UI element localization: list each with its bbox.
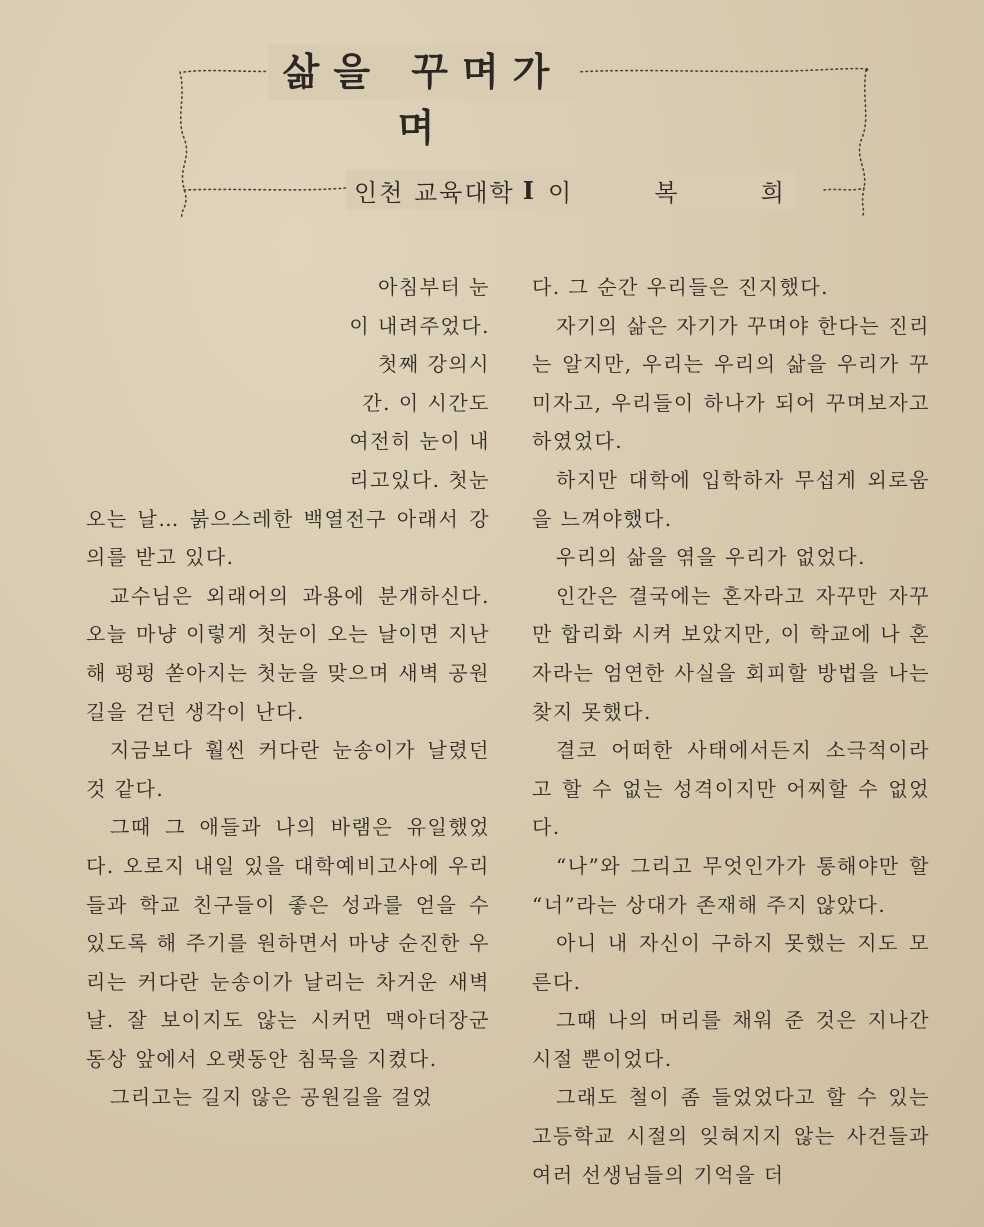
paragraph: “나”와 그리고 무엇인가가 통해야만 할 “너”라는 상대가 존재해 주지 않았다. bbox=[532, 853, 930, 917]
paragraph: 교수님은 외래어의 과용에 분개하신다. 오늘 마냥 이렇게 첫눈이 오는 날이면 지난해 펑펑 쏟아지는 첫눈을 맞으며 새벽 공원 길을 걷던 생각이 난다. bbox=[86, 583, 490, 724]
author-char: 희 bbox=[760, 178, 788, 207]
opening-line: 리고있다. 첫눈 bbox=[349, 467, 490, 492]
byline-separator: I bbox=[522, 175, 534, 205]
opening-line: 여전히 눈이 내 bbox=[349, 429, 490, 454]
paragraph: 그때 나의 머리를 채워 준 것은 지나간 시절 뿐이었다. bbox=[532, 1008, 930, 1071]
right-column bbox=[532, 268, 930, 1194]
paragraph: 자기의 삶은 자기가 꾸며야 한다는 진리는 알지만, 우리는 우리의 삶을 우리가 꾸미자고, 우리들이 하나가 되어 꾸며보자고 하였었다. bbox=[532, 313, 930, 454]
opening-line: 첫째 강의시 bbox=[378, 352, 490, 377]
paragraph: 오는 날… 붉으스레한 백열전구 아래서 강의를 받고 있다. bbox=[86, 506, 490, 570]
opening-line: 이 내려주었다. bbox=[349, 313, 490, 338]
paragraph: 그리고는 길지 않은 공원길을 걸었 bbox=[110, 1085, 433, 1110]
opening-line: 아침부터 눈 bbox=[378, 275, 490, 299]
opening-indented-block bbox=[322, 268, 490, 500]
author-char: 이 bbox=[547, 178, 576, 207]
author-affiliation: 인천 교육대학 bbox=[354, 178, 515, 207]
paragraph: 다. 그 순간 우리들은 진지했다. bbox=[532, 275, 829, 299]
paragraph: 지금보다 훨씬 커다란 눈송이가 날렸던 것 같다. bbox=[86, 738, 490, 801]
left-column bbox=[86, 268, 490, 1117]
paragraph: 결코 어떠한 사태에서든지 소극적이라고 할 수 없는 성격이지만 어찌할 수 없었다. bbox=[532, 738, 930, 840]
byline bbox=[346, 170, 796, 210]
author-char: 복 bbox=[654, 178, 682, 207]
article-title: 삶을 꾸며가며 bbox=[268, 44, 578, 100]
opening-line: 간. 이 시간도 bbox=[362, 390, 490, 415]
paragraph: 하지만 대학에 입학하자 무섭게 외로움을 느껴야했다. bbox=[532, 467, 930, 531]
paragraph: 인간은 결국에는 혼자라고 자꾸만 자꾸만 합리화 시켜 보았지만, 이 학교에 나 혼자라는 엄연한 사실을 회피할 방법을 나는 찾지 못했다. bbox=[532, 583, 930, 724]
paragraph: 우리의 삶을 엮을 우리가 없었다. bbox=[556, 545, 866, 570]
paragraph: 그래도 철이 좀 들었었다고 할 수 있는 고등학교 시절의 잊혀지지 않는 사건들과 여러 선생님들의 기억을 더 bbox=[532, 1085, 930, 1187]
paragraph: 아니 내 자신이 구하지 못했는 지도 모른다. bbox=[532, 931, 930, 994]
paragraph: 그때 그 애들과 나의 바램은 유일했었다. 오로지 내일 있을 대학예비고사에 우리들과 학교 친구들이 좋은 성과를 얻을 수 있도록 해 주기를 원하면서 마냥 순진한 우리는 커다란 눈송이가 날리는 차거운 새벽날. 잘 보이지도 않는 시커먼 맥아더장군 동상 앞에서 오랫동안 침묵을 지켰다. bbox=[86, 815, 490, 1071]
author-name bbox=[548, 173, 788, 208]
